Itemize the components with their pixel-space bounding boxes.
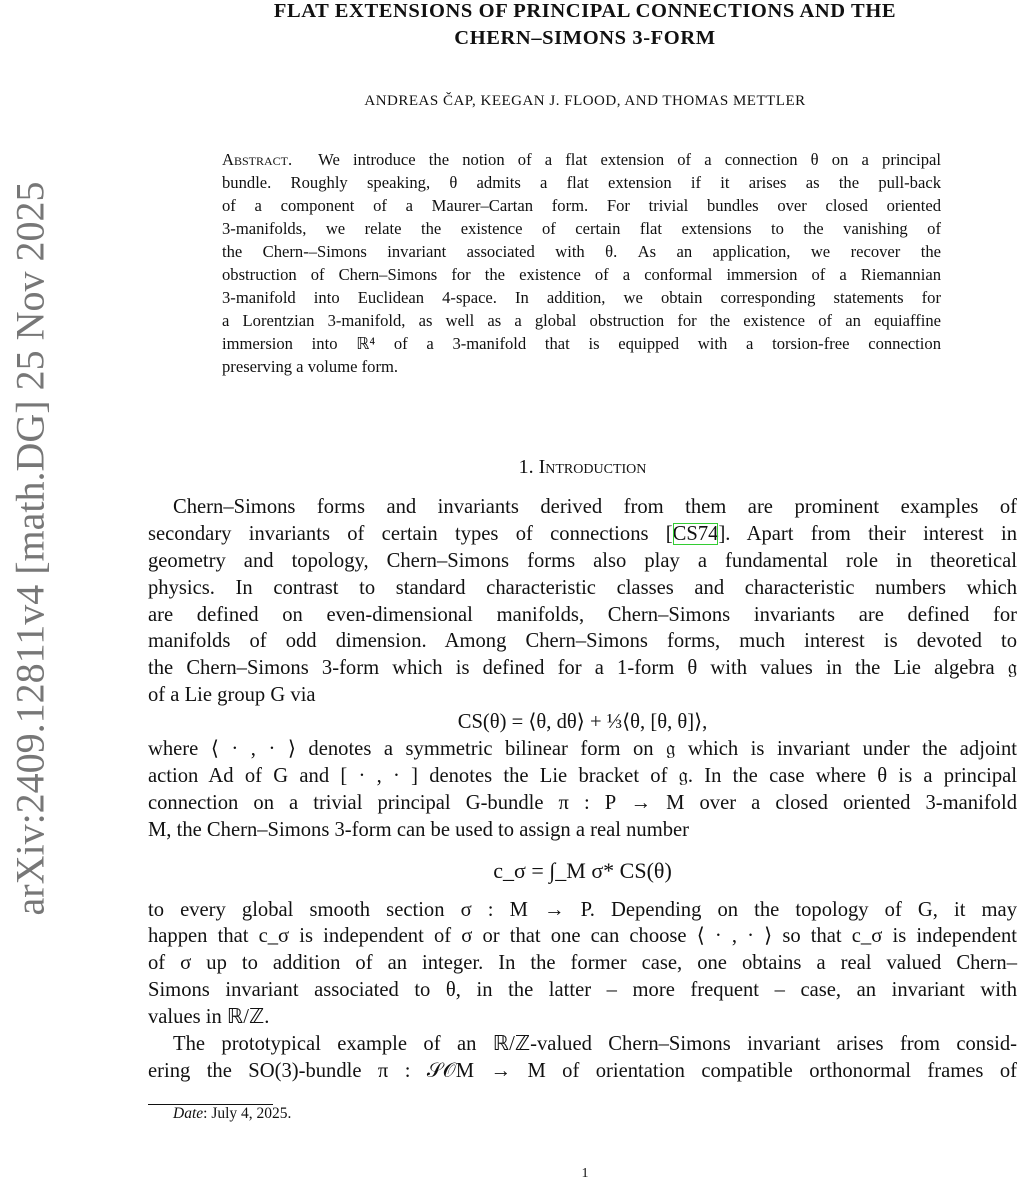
body-line: where ⟨ · , · ⟩ denotes a symmetric bilinear form on 𝔤 which is invariant under the adjoint bbox=[148, 738, 1017, 761]
body-line: values in ℝ/ℤ. bbox=[148, 1006, 270, 1029]
abstract-label: Abstract. bbox=[222, 150, 293, 169]
abstract-line: the Chern-–Simons invariant associated with θ. As an application, we recover the bbox=[222, 242, 941, 261]
body-line: action Ad of G and [ · , · ] denotes the Lie bracket of 𝔤. In the case where θ is a principal bbox=[148, 764, 1017, 787]
authors: ANDREAS ČAP, KEEGAN J. FLOOD, AND THOMAS METTLER bbox=[364, 93, 806, 109]
body-line: Simons invariant associated to θ, in the latter – more frequent – case, an invariant with bbox=[148, 979, 1017, 1002]
page-number: 1 bbox=[581, 1166, 589, 1181]
abstract-line: of a component of a Maurer–Cartan form. For trivial bundles over closed oriented bbox=[222, 196, 941, 215]
body-line: of σ up to addition of an integer. In the former case, one obtains a real valued Chern– bbox=[148, 952, 1017, 975]
body-line: to every global smooth section σ : M → P. Depending on the topology of G, it may bbox=[148, 898, 1017, 921]
footnote bbox=[173, 1105, 291, 1123]
body-line: of a Lie group G via bbox=[148, 684, 316, 707]
body-line: physics. In contrast to standard characteristic classes and characteristic numbers which bbox=[148, 576, 1017, 599]
footnote-label: Date bbox=[173, 1105, 204, 1122]
abstract-line: We introduce the notion of a flat extension of a connection θ on a principal bbox=[318, 150, 942, 169]
equation-c-sigma: c_σ = ∫_M σ* CS(θ) bbox=[493, 857, 672, 883]
body-line: are defined on even-dimensional manifolds, Chern–Simons invariants are defined for bbox=[148, 603, 1017, 626]
abstract-line: 3-manifold into Euclidean 4-space. In addition, we obtain corresponding statements for bbox=[222, 288, 941, 307]
footnote-text: : July 4, 2025. bbox=[203, 1105, 292, 1122]
body-line: M, the Chern–Simons 3-form can be used to assign a real number bbox=[148, 818, 690, 841]
abstract-line: a Lorentzian 3-manifold, as well as a global obstruction for the existence of an equiaffine bbox=[222, 311, 941, 330]
body-line: The prototypical example of an ℝ/ℤ-valued Chern–Simons invariant arises from consid- bbox=[173, 1033, 1017, 1056]
abstract bbox=[222, 148, 941, 378]
abstract-line: bundle. Roughly speaking, θ admits a flat extension if it arises as the pull-back bbox=[222, 173, 941, 192]
body-line: ]. Apart from their interest in bbox=[718, 522, 1018, 545]
title-line-2: CHERN–SIMONS 3-FORM bbox=[454, 27, 716, 49]
body-line: geometry and topology, Chern–Simons forms also play a fundamental role in theoretical bbox=[148, 549, 1017, 572]
body-text bbox=[148, 494, 1017, 1085]
body-line: Chern–Simons forms and invariants derived from them are prominent examples of bbox=[173, 496, 1017, 518]
section-heading: 1. Introduction bbox=[518, 456, 647, 478]
abstract-line: 3-manifolds, we relate the existence of certain flat extensions to the vanishing of bbox=[222, 219, 941, 238]
abstract-line: preserving a volume form. bbox=[222, 357, 399, 376]
body-line: connection on a trivial principal G-bundle π : P → M over a closed oriented 3-manifold bbox=[148, 791, 1017, 814]
abstract-line: immersion into ℝ⁴ of a 3-manifold that is equipped with a torsion-free connection bbox=[222, 334, 941, 353]
body-line: happen that c_σ is independent of σ or that one can choose ⟨ · , · ⟩ so that c_σ is independent bbox=[148, 925, 1017, 948]
body-line: secondary invariants of certain types of connections [ bbox=[148, 522, 673, 545]
body-line: the Chern–Simons 3-form which is defined for a 1-form θ with values in the Lie algebra 𝔤 bbox=[148, 657, 1017, 680]
abstract-line: obstruction of Chern–Simons for the existence of a conformal immersion of a Riemannian bbox=[222, 265, 941, 284]
equation-cs-form: CS(θ) = ⟨θ, dθ⟩ + ⅓⟨θ, [θ, θ]⟩, bbox=[457, 711, 708, 734]
arxiv-stamp: arXiv:2409.12811v4 [math.DG] 25 Nov 2025 bbox=[7, 181, 53, 916]
citation-link[interactable]: CS74 bbox=[672, 522, 719, 545]
title-line-1: FLAT EXTENSIONS OF PRINCIPAL CONNECTIONS AND THE bbox=[273, 0, 897, 22]
body-line: manifolds of odd dimension. Among Chern–Simons forms, much interest is devoted to bbox=[148, 630, 1017, 653]
body-line: ering the SO(3)-bundle π : 𝒮𝒪M → M of orientation compatible orthonormal frames of bbox=[148, 1059, 1017, 1082]
